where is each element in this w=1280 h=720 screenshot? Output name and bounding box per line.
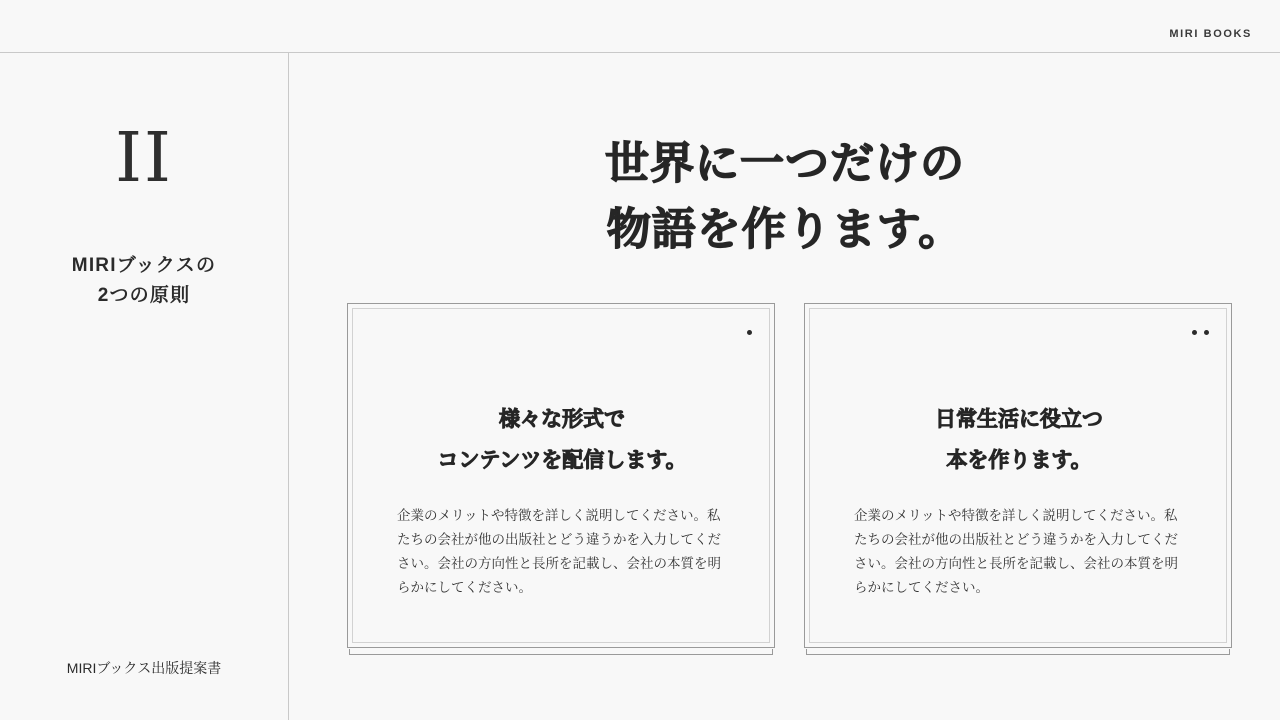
top-bar — [0, 0, 1280, 53]
card-title-line-1: 日常生活に役立つ — [935, 408, 1103, 431]
dot-icon — [1204, 330, 1209, 335]
footer-note: MIRIブックス出版提案書 — [66, 660, 222, 676]
dot-icon — [747, 330, 752, 335]
page-title-line-2: 物語を作ります。 — [606, 205, 964, 254]
card-title-line-2: コンテンツを配信します。 — [437, 448, 687, 472]
brand-label: MIRI BOOKS — [1169, 28, 1252, 40]
left-column — [0, 53, 289, 720]
section-numeral: II — [115, 119, 173, 198]
card-base — [806, 649, 1230, 655]
card-description: 企業のメリットや特徴を詳しく説明してください。私たちの会社が他の出版社とどう違うかを入力してください。会社の方向性と長所を記載し、会社の本質を明らかにしてください。 — [854, 508, 1178, 596]
card-title-line-2: 本を作ります。 — [946, 448, 1092, 472]
page-title-line-1: 世界に一つだけの — [605, 139, 965, 188]
card-item — [347, 303, 775, 655]
card-body — [804, 303, 1232, 648]
card-title — [805, 400, 1233, 482]
card-body — [347, 303, 775, 648]
card-title-line-1: 様々な形式で — [499, 408, 625, 431]
page-title — [290, 131, 1280, 263]
section-title-line-2: 2つの原則 — [97, 285, 191, 307]
card-base — [349, 649, 773, 655]
dot-icon — [1192, 330, 1197, 335]
card-dots — [747, 330, 752, 335]
card-title — [348, 400, 776, 482]
section-title — [0, 251, 288, 312]
card-list — [347, 303, 1232, 655]
section-title-line-1: MIRIブックスの — [71, 255, 217, 276]
main-area — [290, 53, 1280, 720]
card-item — [804, 303, 1232, 655]
card-dots — [1192, 330, 1209, 335]
card-description: 企業のメリットや特徴を詳しく説明してください。私たちの会社が他の出版社とどう違うかを入力してください。会社の方向性と長所を記載し、会社の本質を明らかにしてください。 — [397, 508, 721, 596]
